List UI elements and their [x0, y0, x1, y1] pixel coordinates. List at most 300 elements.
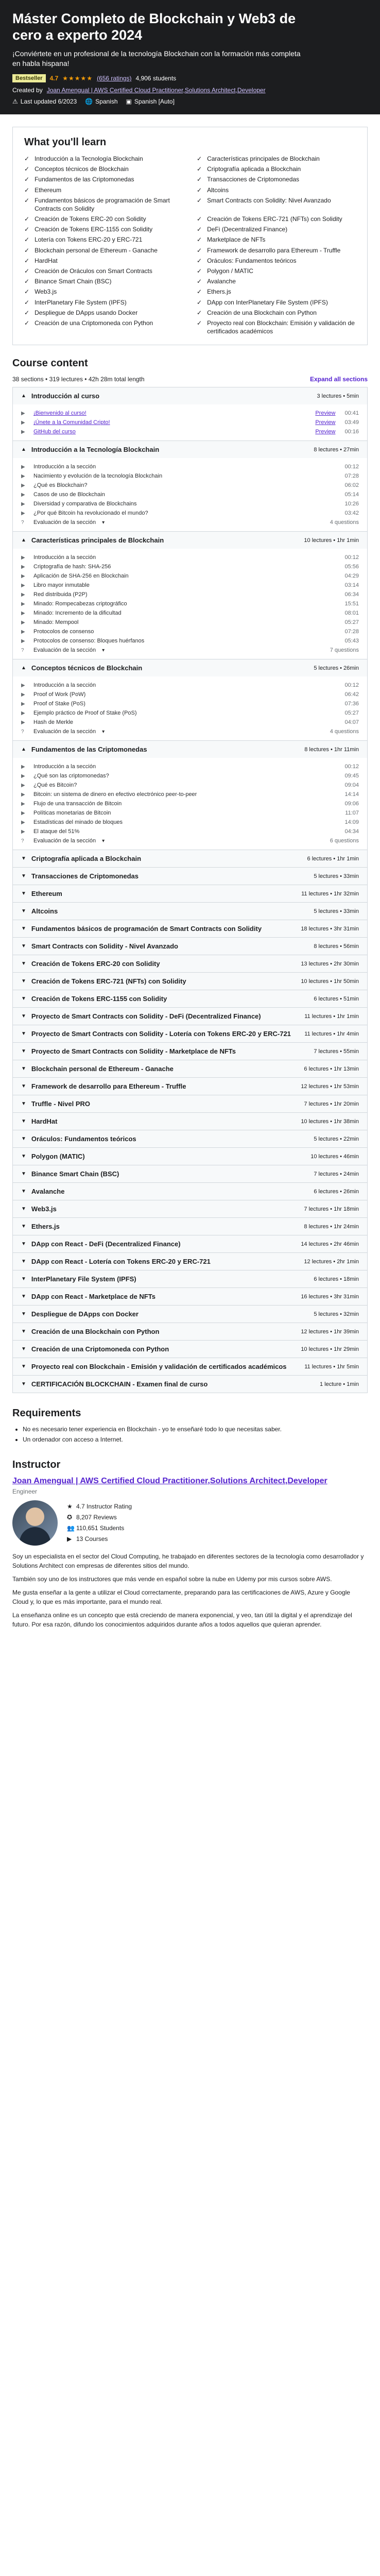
video-icon: ▶ [21, 710, 25, 716]
avatar[interactable] [12, 1500, 58, 1546]
instructor-students-text: 110,651 Students [76, 1524, 125, 1532]
section-title-text: Creación de Tokens ERC-20 con Solidity [31, 960, 160, 968]
section-title [21, 1258, 211, 1265]
learn-item [24, 277, 183, 285]
section-header[interactable] [13, 885, 367, 902]
lecture-title: ¿Qué son las criptomonedas? [33, 773, 109, 779]
section-header[interactable] [13, 387, 367, 404]
check-icon: ✓ [24, 176, 30, 183]
video-icon: ▶ [21, 582, 25, 588]
section-header[interactable] [13, 1148, 367, 1165]
instructor-section [12, 1459, 368, 1649]
lecture-right [344, 773, 359, 779]
lecture-row [21, 827, 359, 836]
lecture-row[interactable] [21, 409, 359, 418]
lecture-left [21, 629, 94, 635]
lecture-row [21, 808, 359, 818]
section-header[interactable] [13, 532, 367, 549]
check-icon: ✓ [24, 236, 30, 244]
course-section [13, 1043, 367, 1060]
section-header[interactable] [13, 920, 367, 937]
course-section [13, 1253, 367, 1270]
chevron-down-icon: ▼ [21, 908, 26, 914]
check-icon: ✓ [197, 257, 202, 264]
chevron-down-icon: ▼ [21, 1329, 26, 1335]
section-title [21, 1293, 156, 1300]
bio-paragraph: También soy uno de los instructores que más vende en español sobre la nube en Udemy por mis cursos sobre AWS. [12, 1575, 332, 1583]
expand-all-button[interactable]: Expand all sections [309, 376, 368, 383]
learn-item-text: Lotería con Tokens ERC-20 y ERC-721 [34, 236, 143, 244]
lecture-title: Introducción a la sección [33, 682, 96, 689]
section-title-text: Truffle - Nivel PRO [31, 1100, 91, 1108]
course-subtitle: ¡Conviértete en un profesional de la tecnología Blockchain con la formación más completa en habla hispana! [12, 49, 301, 68]
section-header[interactable] [13, 1165, 367, 1182]
globe-icon: 🌐 [85, 97, 93, 105]
lecture-title: Aplicación de SHA-256 en Blockchain [33, 573, 129, 580]
section-header[interactable] [13, 1183, 367, 1200]
check-icon: ✓ [197, 267, 202, 275]
check-icon: ✓ [24, 319, 30, 327]
section-header[interactable] [13, 441, 367, 458]
requirements [12, 1408, 368, 1444]
lecture-left [21, 492, 105, 498]
section-title-text: Framework de desarrollo para Ethereum - Truffle [31, 1082, 186, 1091]
lecture-right [344, 710, 359, 716]
section-title [21, 925, 262, 933]
course-section [13, 659, 367, 741]
chevron-down-icon[interactable]: ▾ [102, 728, 105, 735]
section-header[interactable] [13, 1060, 367, 1077]
section-header[interactable] [13, 1253, 367, 1270]
learn-item [24, 155, 183, 163]
chevron-down-icon: ▼ [21, 1013, 26, 1020]
lecture-left [21, 582, 90, 588]
lecture-row [21, 699, 359, 708]
section-header[interactable] [13, 1358, 367, 1375]
chevron-down-icon: ▼ [21, 996, 26, 1002]
section-header[interactable] [13, 990, 367, 1007]
check-icon: ✓ [24, 288, 30, 296]
section-meta: 7 lectures • 55min [314, 1048, 359, 1055]
chevron-down-icon: ▼ [21, 891, 26, 897]
section-header[interactable] [13, 1270, 367, 1287]
section-meta: 10 lectures • 1hr 50min [301, 978, 359, 985]
bestseller-badge: Bestseller [12, 74, 46, 82]
lecture-duration: 04:29 [344, 573, 359, 580]
video-icon: ▶ [21, 501, 25, 507]
instructor-rating [67, 1501, 132, 1512]
lecture-title: Minado: Incremento de la dificultad [33, 610, 122, 617]
section-header[interactable] [13, 1078, 367, 1095]
users-icon: 👥 [67, 1524, 75, 1532]
learn-item-text: Ethereum [34, 186, 62, 194]
section-title-text: DApp con React - Marketplace de NFTs [31, 1293, 156, 1301]
section-title-text: Creación de una Criptomoneda con Python [31, 1345, 169, 1353]
learn-item-text: Web3.js [34, 288, 57, 296]
section-meta: 1 lecture • 1min [320, 1381, 359, 1387]
lecture-left [21, 501, 137, 507]
learn-item-text: Creación de una Criptomoneda con Python [34, 319, 153, 327]
lecture-row [21, 762, 359, 771]
instructor-rating-text: 4.7 Instructor Rating [76, 1502, 132, 1510]
video-icon: ▶ [21, 791, 25, 798]
section-meta: 11 lectures • 1hr 1min [304, 1013, 359, 1020]
lecture-title: Criptografía de hash: SHA-256 [33, 564, 111, 570]
lecture-duration: 00:12 [344, 554, 359, 561]
lecture-left [21, 691, 85, 698]
section-header[interactable] [13, 1200, 367, 1217]
learn-item [197, 225, 356, 233]
course-section [13, 1306, 367, 1323]
section-title-text: Criptografía aplicada a Blockchain [31, 855, 142, 863]
section-title [21, 1223, 60, 1230]
video-icon: ▶ [21, 591, 25, 598]
check-icon: ✓ [197, 155, 202, 162]
last-updated-text: Last updated 6/2023 [20, 97, 77, 105]
section-header[interactable] [13, 1025, 367, 1042]
star-icon: ★ [67, 1502, 73, 1510]
check-icon: ✓ [197, 196, 202, 204]
learn-item [197, 235, 356, 244]
section-title [21, 745, 147, 753]
video-icon: ▶ [21, 554, 25, 561]
course-section [13, 868, 367, 885]
learn-list [24, 155, 356, 335]
learn-item [197, 186, 356, 194]
lecture-right [344, 601, 359, 607]
section-meta: 8 lectures • 1hr 11min [304, 746, 359, 753]
lecture-left [21, 573, 129, 579]
section-header[interactable] [13, 659, 367, 676]
course-content-title: Course content [12, 358, 88, 369]
section-header[interactable] [13, 1235, 367, 1252]
lecture-title: Diversidad y comparativa de Blockchains [33, 501, 137, 507]
section-header[interactable] [13, 903, 367, 920]
lecture-right [344, 482, 359, 488]
lecture-title: Estadísticas del minado de bloques [33, 819, 123, 826]
chevron-down-icon: ▼ [21, 943, 26, 950]
video-icon: ▶ [21, 719, 25, 725]
learn-item [197, 287, 356, 296]
lecture-title[interactable]: GitHub del curso [33, 429, 76, 435]
section-meta: 10 lectures • 46min [310, 1153, 359, 1160]
course-section [13, 990, 367, 1008]
check-icon: ✓ [24, 215, 30, 223]
section-title [21, 664, 142, 672]
section-meta: 5 lectures • 22min [314, 1136, 359, 1142]
lecture-title: Protocolos de consenso: Bloques huérfanos [33, 638, 145, 645]
language-text: Spanish [95, 97, 118, 105]
quiz-icon: ? [21, 647, 24, 653]
lecture-row [21, 618, 359, 627]
lecture-row [21, 471, 359, 481]
lecture-duration: 05:43 [344, 638, 359, 645]
course-section [13, 1025, 367, 1043]
instructor-courses [67, 1534, 132, 1545]
section-meta: 6 lectures • 1hr 1min [307, 855, 359, 862]
lecture-title: Introducción a la sección [33, 764, 96, 770]
lecture-duration: 07:28 [344, 629, 359, 635]
ratings-count-link[interactable]: (656 ratings) [97, 74, 132, 82]
lecture-left [21, 619, 78, 625]
lecture-row [21, 499, 359, 509]
lecture-row [21, 781, 359, 790]
preview-link[interactable]: Preview [315, 410, 336, 417]
section-meta: 6 lectures • 1hr 13min [304, 1065, 359, 1072]
course-section [13, 1060, 367, 1078]
section-header[interactable] [13, 938, 367, 955]
section-meta: 6 lectures • 51min [314, 995, 359, 1002]
section-meta: 11 lectures • 1hr 32min [301, 890, 359, 897]
chevron-down-icon: ▼ [21, 856, 26, 862]
requirements-title: Requirements [12, 1408, 81, 1419]
lecture-left [21, 429, 76, 435]
chevron-down-icon[interactable]: ▾ [102, 519, 105, 526]
lecture-right [345, 810, 359, 816]
lecture-list [13, 404, 367, 440]
lecture-row [21, 599, 359, 608]
language [85, 98, 117, 105]
lecture-right [344, 464, 359, 470]
learn-item [24, 298, 183, 307]
section-header[interactable] [13, 1130, 367, 1147]
learn-item-text: Oráculos: Fundamentos teóricos [207, 257, 297, 264]
course-section [13, 1130, 367, 1148]
lecture-duration: 4 questions [330, 728, 359, 735]
lecture-duration: 00:12 [344, 764, 359, 770]
lecture-row [21, 636, 359, 646]
section-header[interactable] [13, 868, 367, 885]
course-content [12, 358, 368, 1393]
lecture-right [344, 691, 359, 698]
chevron-down-icon: ▼ [21, 1031, 26, 1037]
check-icon: ✓ [197, 236, 202, 244]
section-header[interactable] [13, 1095, 367, 1112]
lecture-title: Evaluación de la sección [33, 647, 96, 654]
chevron-down-icon[interactable]: ▾ [102, 838, 105, 844]
learn-item-text: Creación de Tokens ERC-20 con Solidity [34, 215, 146, 223]
chevron-down-icon: ▼ [21, 1136, 26, 1142]
section-meta: 12 lectures • 2hr 1min [304, 1258, 359, 1265]
lecture-title[interactable]: ¡Bienvenido al curso! [33, 410, 87, 417]
video-icon: ▶ [21, 482, 25, 488]
check-icon: ✓ [24, 246, 30, 254]
lecture-title: Proof of Work (PoW) [33, 691, 86, 698]
lecture-duration: 14:09 [344, 819, 359, 826]
lecture-duration: 08:01 [344, 610, 359, 617]
video-icon: ▶ [21, 629, 25, 635]
lecture-left [21, 564, 111, 570]
course-section [13, 1358, 367, 1376]
section-header[interactable] [13, 1306, 367, 1323]
section-header[interactable] [13, 1288, 367, 1305]
video-icon: ▶ [21, 429, 25, 435]
chevron-up-icon: ▲ [21, 665, 26, 671]
section-title [21, 977, 186, 985]
section-title [21, 1012, 261, 1020]
section-title-text: Altcoins [31, 907, 58, 916]
section-meta: 10 lectures • 1hr 38min [301, 1118, 359, 1125]
preview-link[interactable]: Preview [315, 429, 336, 435]
captions-text: Spanish [Auto] [134, 97, 175, 105]
video-icon: ▶ [21, 638, 25, 644]
chevron-down-icon: ▼ [21, 1154, 26, 1160]
section-header[interactable] [13, 1008, 367, 1025]
section-header[interactable] [13, 1376, 367, 1393]
check-icon: ✓ [197, 288, 202, 296]
lecture-row [21, 681, 359, 690]
lecture-row [21, 481, 359, 490]
preview-link[interactable]: Preview [315, 419, 336, 426]
learn-item-text: HardHat [34, 257, 58, 264]
lecture-row [21, 690, 359, 699]
course-section [13, 1008, 367, 1025]
lecture-title[interactable]: ¡Únete a la Comunidad Cripto! [33, 419, 110, 426]
section-header[interactable] [13, 1341, 367, 1358]
check-icon: ✓ [24, 196, 30, 204]
lecture-row [21, 462, 359, 471]
author-link[interactable]: Joan Amengual | AWS Certified Cloud Practitioner,Solutions Architect,Developer [46, 86, 266, 94]
instructor-students [67, 1523, 132, 1534]
learn-item [24, 246, 183, 255]
learn-item [24, 165, 183, 173]
lecture-duration: 05:27 [344, 619, 359, 626]
course-section [13, 532, 367, 659]
learn-item-text: Fundamentos básicos de programación de Smart Contracts con Solidity [34, 196, 170, 212]
course-section [13, 955, 367, 973]
lecture-left [21, 810, 111, 816]
section-header[interactable] [13, 973, 367, 990]
lecture-row[interactable] [21, 427, 359, 436]
section-header[interactable] [13, 1218, 367, 1235]
check-icon: ✓ [24, 309, 30, 316]
lecture-row [21, 581, 359, 590]
learn-item-text: Creación de Tokens ERC-721 (NFTs) con Solidity [207, 215, 342, 223]
course-section [13, 920, 367, 938]
learn-item-text: Transacciones de Criptomonedas [207, 176, 300, 183]
section-title [21, 392, 99, 400]
lecture-right [344, 719, 359, 725]
lecture-left [21, 782, 77, 788]
lecture-left [21, 647, 105, 653]
instructor-name-link[interactable]: Joan Amengual | AWS Certified Cloud Practitioner,Solutions Architect,Developer [12, 1476, 327, 1485]
check-icon: ✓ [197, 165, 202, 173]
lecture-duration: 03:42 [344, 510, 359, 517]
lecture-row [21, 646, 359, 655]
chevron-down-icon: ▼ [21, 1311, 26, 1317]
video-icon: ▶ [21, 810, 25, 816]
section-title-text: Introducción al curso [31, 392, 100, 400]
section-title-text: Características principales de Blockchain [31, 536, 164, 545]
instructor-title: Instructor [12, 1459, 61, 1470]
section-title-text: DApp con React - DeFi (Decentralized Finance) [31, 1240, 181, 1248]
lecture-duration: 07:36 [344, 701, 359, 707]
section-meta: 5 lectures • 32min [314, 1311, 359, 1317]
lecture-duration: 00:16 [344, 429, 359, 435]
learn-item [24, 196, 183, 213]
rating-row [12, 74, 368, 82]
lecture-duration: 04:07 [344, 719, 359, 726]
course-section [13, 973, 367, 990]
course-section [13, 1095, 367, 1113]
section-header[interactable] [13, 955, 367, 972]
section-header[interactable] [13, 1323, 367, 1340]
section-title [21, 995, 167, 1003]
section-title-text: Ethereum [31, 890, 62, 898]
chevron-down-icon: ▼ [21, 1048, 26, 1055]
lecture-right [344, 473, 359, 479]
section-title [21, 872, 139, 880]
section-meta: 7 lectures • 1hr 18min [304, 1206, 359, 1212]
lecture-right [344, 564, 359, 570]
lecture-right [330, 519, 359, 526]
instructor-reviews [67, 1512, 132, 1523]
check-icon: ✓ [197, 176, 202, 183]
lecture-duration: 00:41 [344, 410, 359, 417]
requirement-item: • No es necesario tener experiencia en Blockchain - yo te enseñaré todo lo que necesitas saber. [23, 1425, 368, 1434]
course-title: Máster Completo de Blockchain y Web3 de cero a experto 2024 [12, 11, 296, 43]
lecture-title: Protocolos de consenso [33, 629, 94, 635]
chevron-down-icon[interactable]: ▾ [102, 647, 105, 653]
lecture-row [21, 727, 359, 736]
section-header[interactable] [13, 741, 367, 758]
check-icon: ✓ [24, 298, 30, 306]
lecture-duration: 11:07 [345, 810, 359, 817]
section-header[interactable] [13, 1113, 367, 1130]
section-meta: 5 lectures • 33min [314, 908, 359, 914]
lecture-list [13, 676, 367, 740]
lecture-right [344, 638, 359, 644]
section-title [21, 1240, 181, 1248]
check-icon: ✓ [24, 226, 30, 233]
lecture-title: Libro mayor inmutable [33, 582, 90, 589]
chevron-up-icon: ▲ [21, 393, 26, 399]
lecture-right [330, 838, 359, 844]
section-header[interactable] [13, 1043, 367, 1060]
section-title-text: InterPlanetary File System (IPFS) [31, 1275, 136, 1283]
lecture-left [21, 601, 127, 607]
chevron-down-icon: ▼ [21, 1381, 26, 1387]
course-section [13, 885, 367, 903]
lecture-duration: 03:14 [344, 582, 359, 589]
section-title [21, 1328, 159, 1335]
section-title-text: Creación de Tokens ERC-1155 con Solidity [31, 995, 167, 1003]
section-meta: 12 lectures • 1hr 53min [301, 1083, 359, 1090]
video-icon: ▶ [21, 510, 25, 516]
lecture-right [330, 647, 359, 653]
play-circle-icon: ▶ [67, 1535, 72, 1543]
chevron-down-icon: ▼ [21, 1224, 26, 1230]
course-section [13, 1218, 367, 1235]
lecture-left [21, 791, 197, 798]
video-icon: ▶ [21, 564, 25, 570]
section-header[interactable] [13, 850, 367, 867]
lecture-list [13, 458, 367, 531]
chevron-down-icon: ▼ [21, 1118, 26, 1125]
lecture-title: Flujo de una transacción de Bitcoin [33, 801, 122, 807]
learn-item [197, 196, 356, 213]
learn-item-text: Características principales de Blockchain [207, 155, 320, 162]
learn-item [24, 319, 183, 335]
learn-item-text: InterPlanetary File System (IPFS) [34, 298, 127, 306]
lecture-duration: 10:26 [344, 501, 359, 507]
section-title [21, 1153, 85, 1160]
learn-item-text: DeFi (Decentralized Finance) [207, 226, 288, 233]
lecture-left [21, 701, 85, 707]
lecture-row [21, 509, 359, 518]
learn-item [197, 319, 356, 335]
lecture-row[interactable] [21, 418, 359, 427]
